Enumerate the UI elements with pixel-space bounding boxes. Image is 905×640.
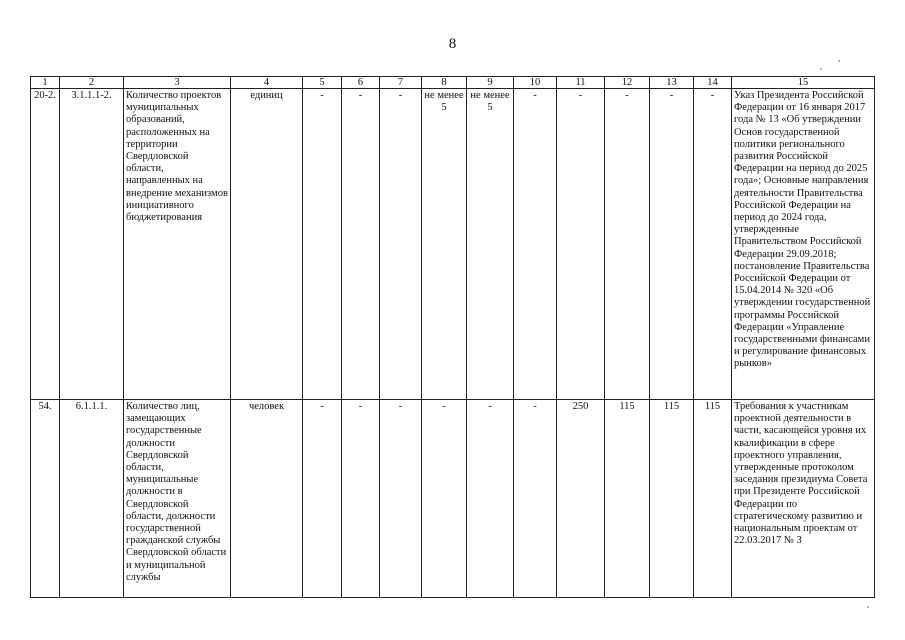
unit: единиц — [231, 89, 303, 400]
value-cell: не менее 5 — [467, 89, 514, 400]
legal-basis: Требования к участникам проектной деятельности в части, касающейся уровня их квалификации в сфере проектного управления, утвержденные протоколом заседания президиума Совета при Президенте Российской Федерации по стратегическому развитию и национальным проектам от 22.03.2017 № 3 — [732, 400, 875, 598]
legal-basis: Указ Президента Российской Федерации от 16 января 2017 года № 13 «Об утверждении Основ государственной политики регионального развития Российской Федерации на период до 2025 года»; Основные направления деятельности Правительства Российской Федерации на период до 2024 года, утвержденные Правительством Российской Федерации 29.09.2018; постановление Правительства Российской Федерации от 15.04.2014 № 320 «Об утверждении государственной программы Российской Федерации «Управление государственными финансами и регулирование финансовых рынков» — [732, 89, 875, 400]
column-header: 13 — [650, 77, 694, 89]
value-cell: не менее 5 — [422, 89, 467, 400]
value-cell: - — [342, 89, 380, 400]
column-header: 9 — [467, 77, 514, 89]
column-header: 2 — [60, 77, 124, 89]
value-cell: 250 — [557, 400, 605, 598]
value-cell: - — [380, 89, 422, 400]
column-header: 12 — [605, 77, 650, 89]
row-number: 20-2. — [31, 89, 60, 400]
table-row — [31, 89, 875, 400]
column-header: 11 — [557, 77, 605, 89]
scan-speck — [867, 606, 869, 608]
indicator-name: Количество лиц, замещающих государственные должности Свердловской области, муниципальные должности в Свердловской области, должности государственной гражданской службы Свердловской области и муниципальной службы — [124, 400, 231, 598]
indicators-table — [30, 76, 875, 598]
column-header: 10 — [514, 77, 557, 89]
value-cell: - — [514, 89, 557, 400]
indicator-name: Количество проектов муниципальных образований, расположенных на территории Свердловской области, направленных на внедрение механизмов инициативного бюджетирования — [124, 89, 231, 400]
scan-speck — [838, 60, 840, 62]
column-header: 1 — [31, 77, 60, 89]
column-header: 3 — [124, 77, 231, 89]
unit: человек — [231, 400, 303, 598]
scan-speck — [820, 68, 822, 70]
page-number: 8 — [448, 36, 457, 52]
column-header: 14 — [694, 77, 732, 89]
row-code: 6.1.1.1. — [60, 400, 124, 598]
value-cell: - — [342, 400, 380, 598]
column-header: 4 — [231, 77, 303, 89]
value-cell: - — [605, 89, 650, 400]
column-header: 5 — [303, 77, 342, 89]
value-cell: - — [557, 89, 605, 400]
value-cell: - — [303, 89, 342, 400]
column-header: 8 — [422, 77, 467, 89]
column-header: 15 — [732, 77, 875, 89]
value-cell: - — [380, 400, 422, 598]
row-number: 54. — [31, 400, 60, 598]
value-cell: - — [422, 400, 467, 598]
value-cell: - — [650, 89, 694, 400]
column-header: 7 — [380, 77, 422, 89]
header-row — [31, 77, 875, 89]
value-cell: - — [303, 400, 342, 598]
value-cell: - — [514, 400, 557, 598]
row-code: 3.1.1.1-2. — [60, 89, 124, 400]
value-cell: - — [467, 400, 514, 598]
value-cell: - — [694, 89, 732, 400]
table-row — [31, 400, 875, 598]
value-cell: 115 — [650, 400, 694, 598]
value-cell: 115 — [694, 400, 732, 598]
column-header: 6 — [342, 77, 380, 89]
value-cell: 115 — [605, 400, 650, 598]
